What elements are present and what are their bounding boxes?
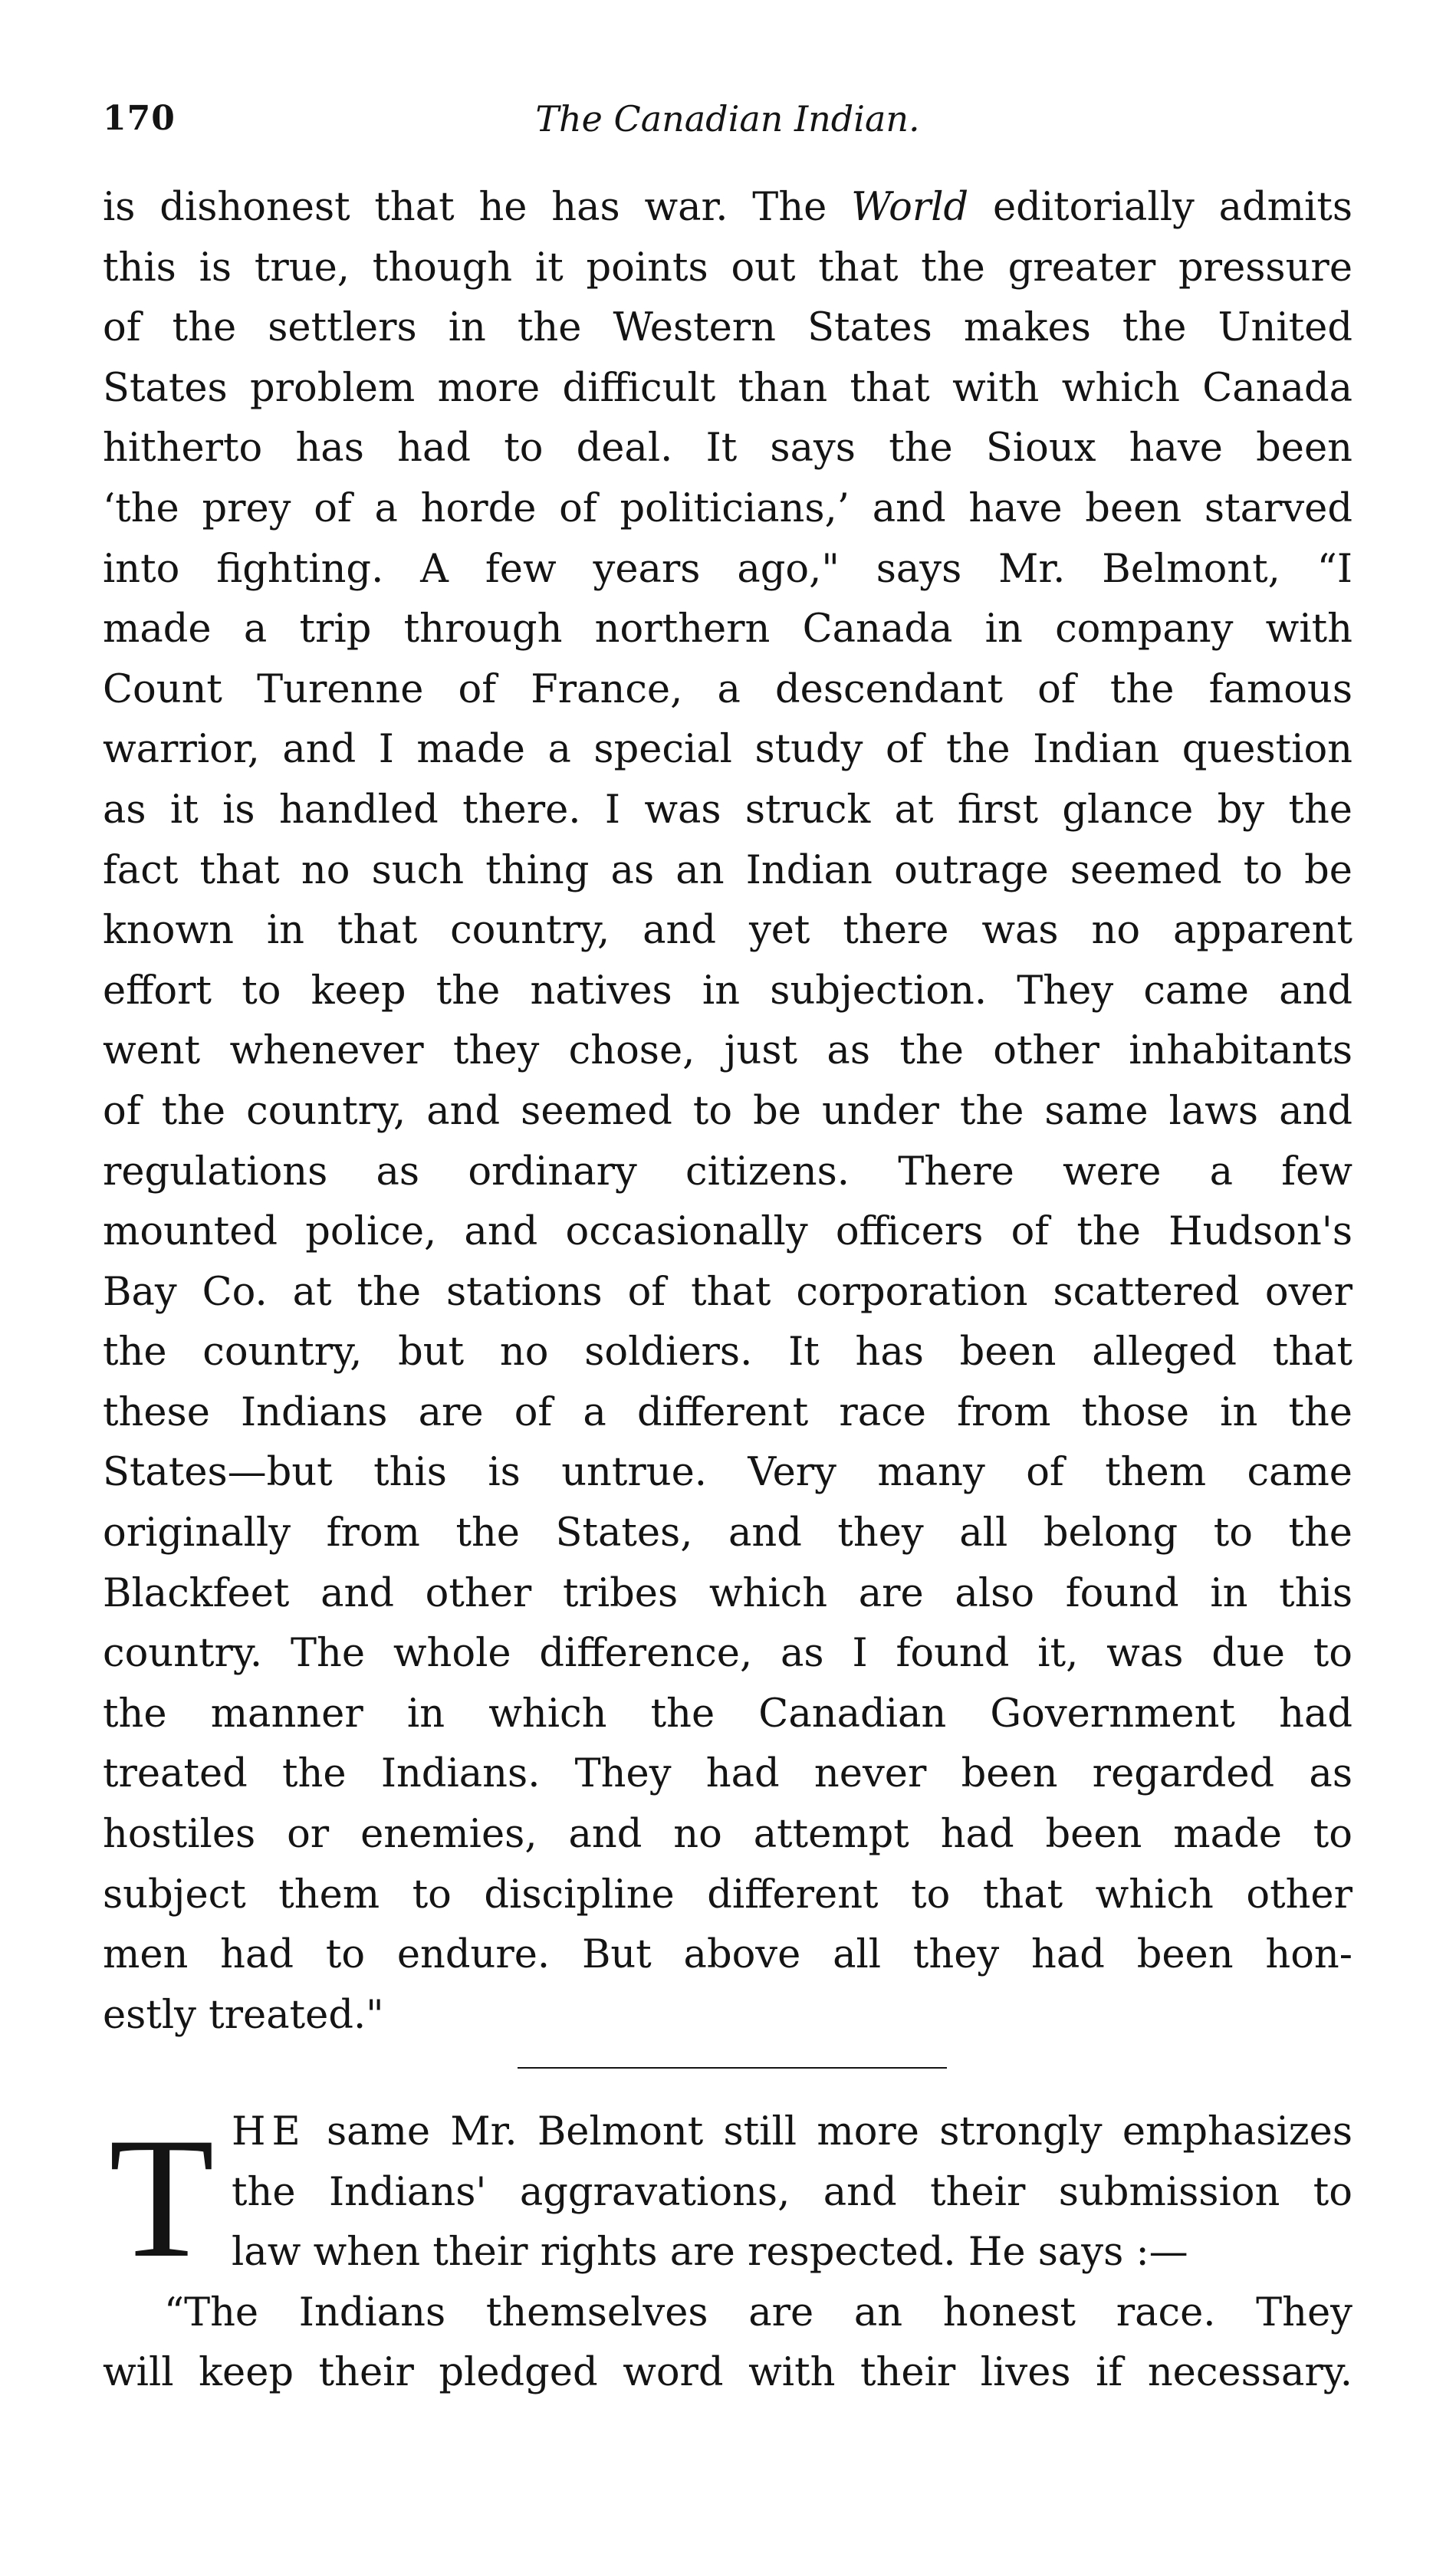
text-line: hostiles or enemies, and no attempt had been made to <box>103 1812 1352 1858</box>
text-line: subject them to discipline different to that which other <box>103 1872 1352 1918</box>
quotation-line: will keep their pledged word with their lives if necessary. <box>103 2350 1352 2396</box>
text-line: the manner in which the Canadian Government had <box>103 1691 1352 1737</box>
quotation-line: “The Indians themselves are an honest race. They <box>164 2289 1352 2335</box>
section-divider <box>518 2067 947 2069</box>
text-line: estly treated." <box>103 1992 384 2038</box>
text-line: mounted police, and occasionally officers of the Hudson's <box>103 1209 1352 1255</box>
paragraph-1 <box>103 178 1352 2046</box>
paragraph-2 <box>103 2102 1352 2404</box>
text-line: regulations as ordinary citizens. There were a few <box>103 1149 1352 1195</box>
text-line: Blackfeet and other tribes which are also found in this <box>103 1570 1352 1616</box>
text-line: as it is handled there. I was struck at first glance by the <box>103 787 1352 833</box>
running-head <box>103 92 1352 146</box>
text-line: these Indians are of a different race from those in the <box>103 1389 1352 1435</box>
text-line: States—but this is untrue. Very many of them came <box>103 1450 1352 1496</box>
text-line: country. The whole difference, as I found it, was due to <box>103 1631 1352 1677</box>
drop-cap: T <box>109 2102 215 2293</box>
text-line: this is true, though it points out that the greater pressure <box>103 245 1352 291</box>
text-line: known in that country, and yet there was no apparent <box>103 908 1352 954</box>
newspaper-title: World <box>851 185 969 230</box>
text-line: the country, but no soldiers. It has been alleged that <box>103 1329 1352 1375</box>
text-line: hitherto has had to deal. It says the Sioux have been <box>103 426 1352 472</box>
text-line: of the country, and seemed to be under the same laws and <box>103 1088 1352 1134</box>
text-line: the Indians' aggravations, and their submission to <box>232 2169 1352 2215</box>
text-line: warrior, and I made a special study of the Indian question <box>103 727 1352 773</box>
text-line: into fighting. A few years ago," says Mr. Belmont, “I <box>103 546 1352 592</box>
text-line: effort to keep the natives in subjection. They came and <box>103 968 1352 1014</box>
text-line: Bay Co. at the stations of that corporation scattered over <box>103 1269 1352 1315</box>
text-line: law when their rights are respected. He says :— <box>232 2230 1188 2276</box>
text-line: States problem more difficult than that with which Canada <box>103 365 1352 411</box>
text-line: ‘the prey of a horde of politicians,’ and have been starved <box>103 485 1352 531</box>
text-line <box>103 178 1352 238</box>
running-title: The Canadian Indian. <box>535 98 920 140</box>
text-line: went whenever they chose, just as the other inhabitants <box>103 1028 1352 1074</box>
text-segment: editorially admits <box>992 185 1352 230</box>
text-line: originally from the States, and they all belong to the <box>103 1510 1352 1556</box>
text-line: treated the Indians. They had never been regarded as <box>103 1751 1352 1797</box>
text-line: Count Turenne of France, a descendant of the famous <box>103 666 1352 712</box>
text-line: men had to endure. But above all they had been hon- <box>103 1932 1352 1978</box>
page-number: 170 <box>103 99 176 138</box>
drop-cap-continuation: HE <box>232 2109 307 2154</box>
text-line: of the settlers in the Western States makes the United <box>103 305 1352 351</box>
text-segment: same Mr. Belmont still more strongly emphasizes <box>326 2109 1352 2154</box>
text-line <box>103 2102 1352 2163</box>
text-line: fact that no such thing as an Indian outrage seemed to be <box>103 847 1352 893</box>
text-segment: is dishonest that he has war. The <box>103 185 827 230</box>
text-line: made a trip through northern Canada in company with <box>103 606 1352 652</box>
